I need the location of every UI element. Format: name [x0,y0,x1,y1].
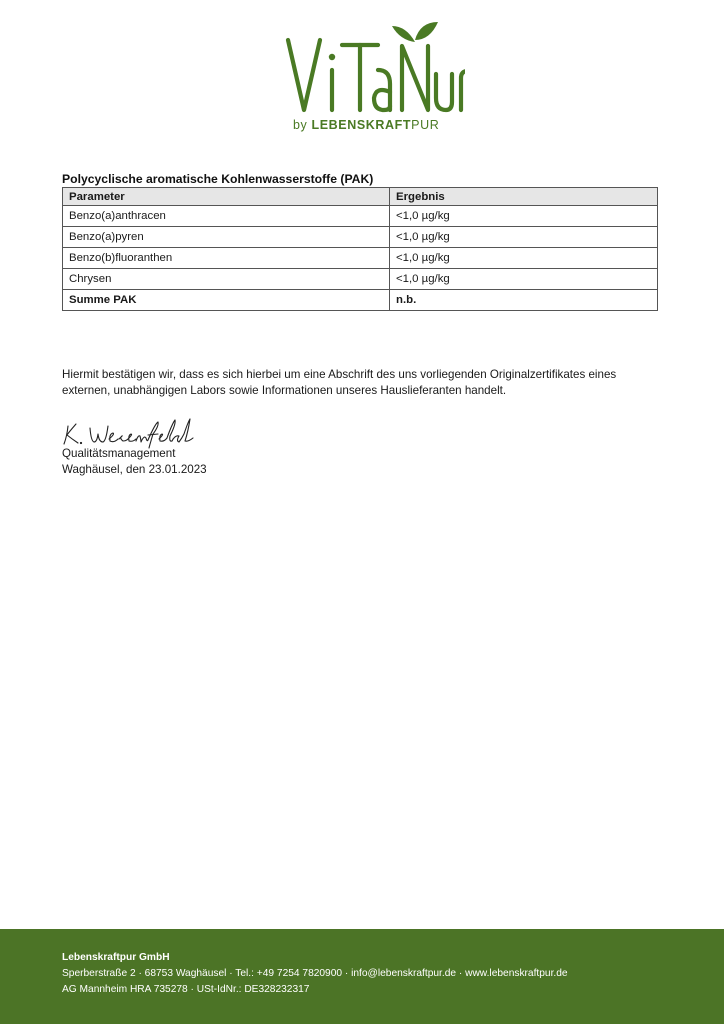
brand-byline [293,118,439,132]
row-result: <1,0 µg/kg [390,269,658,290]
brand-byline-bold: LEBENSKRAFT [311,118,412,132]
row-parameter: Chrysen [63,269,390,290]
footer-bar [0,929,724,1024]
signature-place-date: Waghäusel, den 23.01.2023 [62,463,207,476]
sum-result: n.b. [390,290,658,311]
header-parameter: Parameter [63,188,390,206]
row-result: <1,0 µg/kg [390,227,658,248]
table-row [63,227,658,248]
header-result: Ergebnis [390,188,658,206]
footer-register: AG Mannheim HRA 735278 · USt-IdNr.: DE328232317 [62,984,310,995]
section-title: Polycyclische aromatische Kohlenwasserstoffe (PAK) [62,172,374,186]
brand-byline-light: PUR [411,118,440,132]
pak-results-table [62,187,658,311]
row-result: <1,0 µg/kg [390,248,658,269]
sum-parameter: Summe PAK [63,290,390,311]
table-header-row [63,188,658,206]
handwritten-signature [60,414,200,450]
row-result: <1,0 µg/kg [390,206,658,227]
row-parameter: Benzo(a)anthracen [63,206,390,227]
sum-row [63,290,658,311]
vitanur-logo-icon [280,18,465,114]
brand-byline-prefix: by [293,118,312,132]
row-parameter: Benzo(b)fluoranthen [63,248,390,269]
table-row [63,206,658,227]
table-row [63,269,658,290]
table-row [63,248,658,269]
footer-company: Lebenskraftpur GmbH [62,952,170,963]
brand-logo [280,18,465,136]
footer-address: Sperberstraße 2 · 68753 Waghäusel · Tel.: +49 7254 7820900 · info@lebenskraftpur.de · www.lebenskraftpur.de [62,968,568,979]
confirmation-text: Hiermit bestätigen wir, dass es sich hierbei um eine Abschrift des uns vorliegenden Originalzertifikates eines externen, unabhängigen Labors sowie Informationen unseres Hauslieferanten handelt. [62,368,617,397]
signature-role: Qualitätsmanagement [62,447,176,460]
row-parameter: Benzo(a)pyren [63,227,390,248]
